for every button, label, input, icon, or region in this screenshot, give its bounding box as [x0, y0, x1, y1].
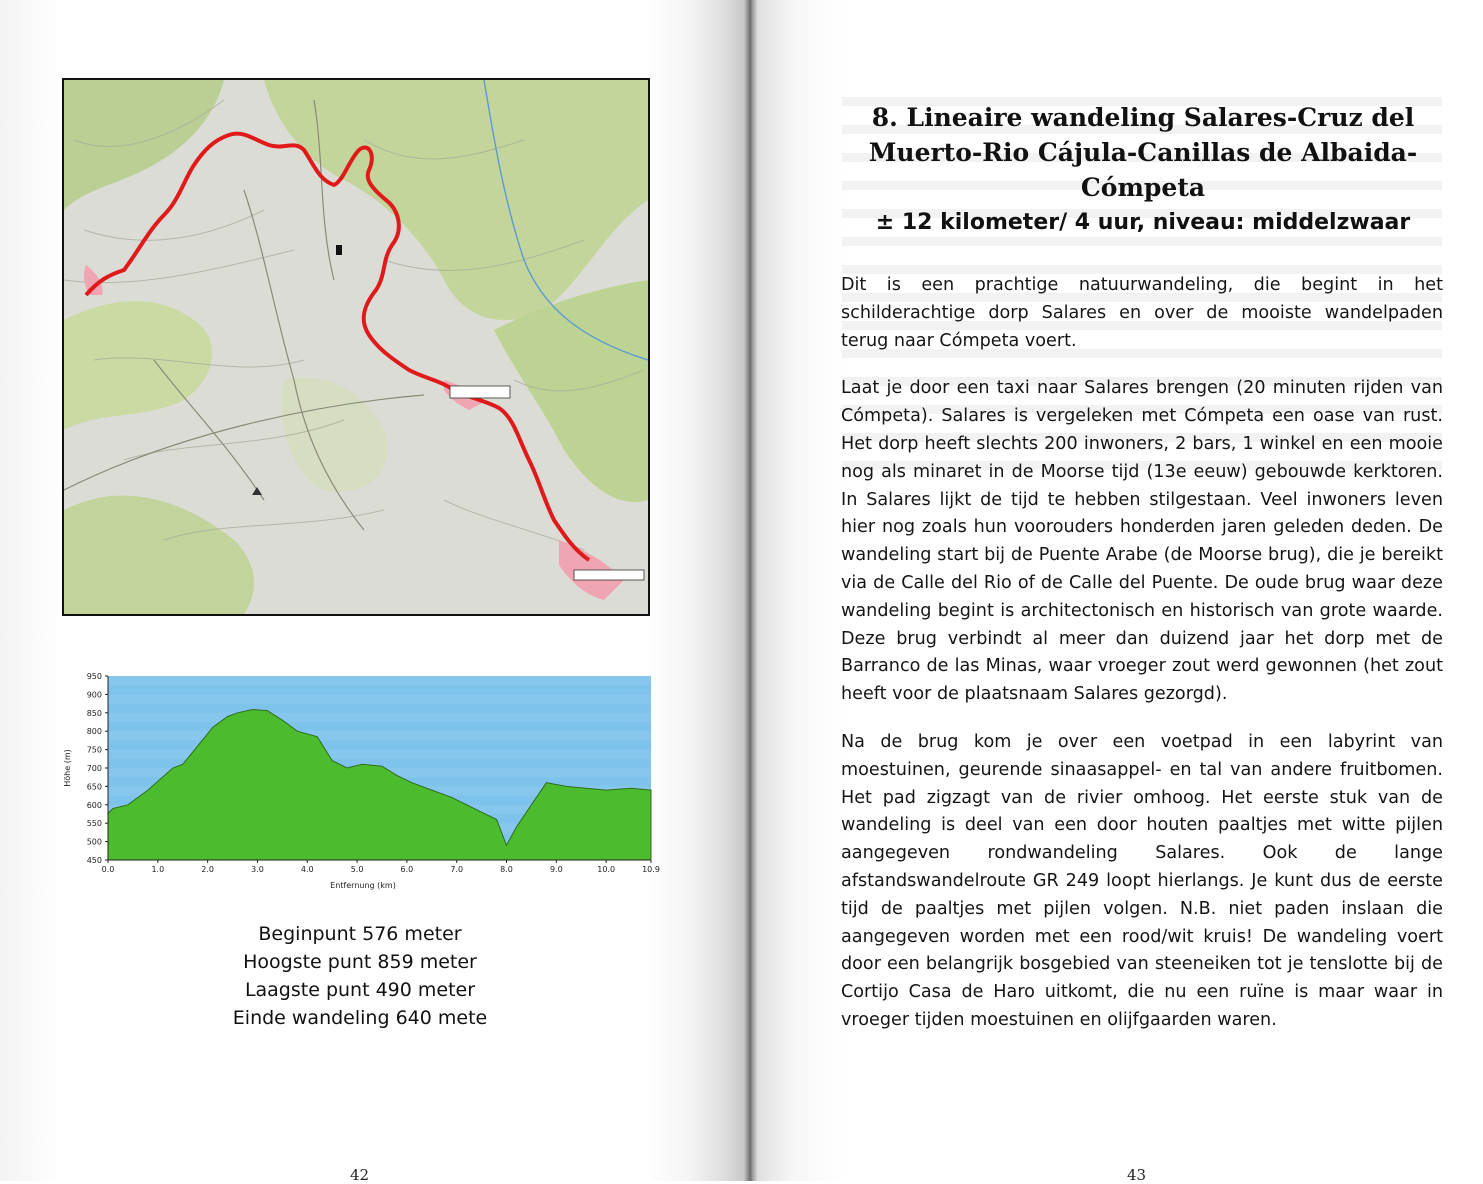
x-tick-label: 7.0	[450, 865, 464, 874]
chart-band	[108, 676, 651, 685]
paragraph: Dit is een prachtige natuurwandeling, die begint in het schilderachtige dorp Salares en over de mooiste wandelpaden terug naar Cómpeta voert.	[841, 275, 1443, 351]
route-map	[62, 78, 650, 616]
paragraph: Laat je door een taxi naar Salares brengen (20 minuten rijden van Cómpeta). Salares is vergeleken met Cómpeta een oase van rust. Het dorp heeft slechts 200 inwoners, 2 bars, 1 winkel en een mooie nog als minaret in de Moorse tijd (13e eeuw) gebouwde kerktoren. In Salares lijkt de tijd te hebben stilgestaan. Veel inwoners leven hier nog zoals hun voorouders honderden jaren geleden deden. De wandeling start bij de Puente Arabe (de Moorse brug), die je bereikt via de Calle del Rio of de Calle del Puente. De oude brug waar deze wandeling begint is architectonisch en historisch van grote waarde. Deze brug verbindt al meer dan duizend jaar het dorp met de Barranco de las Minas, waar vroeger zout werd gewonnen (het zout heeft voor de plaatsnaam Salares gezorgd).	[841, 378, 1443, 705]
stat-highest: Hoogste punt 859 meter	[243, 951, 477, 973]
waypoint-box	[450, 386, 510, 398]
y-tick-label: 650	[86, 782, 102, 792]
chapter-subtitle: ± 12 kilometer/ 4 uur, niveau: middelzwaar	[875, 210, 1411, 235]
y-tick-label: 950	[86, 672, 102, 681]
y-tick-label: 550	[86, 819, 102, 829]
route-stats	[130, 920, 590, 1032]
stat-lowest: Laagste punt 490 meter	[244, 979, 476, 1001]
elevation-chart	[58, 668, 658, 898]
x-tick-label: 10.9	[642, 865, 660, 874]
flag-icon	[336, 245, 342, 255]
chart-band	[108, 713, 651, 722]
y-tick-label: 450	[86, 856, 102, 865]
y-tick-label: 500	[86, 837, 102, 847]
x-tick-label: 2.0	[201, 865, 215, 874]
x-tick-label: 6.0	[400, 865, 414, 874]
page-number-right: 43	[1127, 1166, 1147, 1184]
stat-end: Einde wandeling 640 mete	[232, 1007, 488, 1029]
paragraph: Na de brug kom je over een voetpad in een labyrint van moestuinen, geurende sinaasappel- en tal van andere fruitbomen. Het pad zigzagt van de rivier omhoog. Het eerste stuk van de wandeling is deel van een door houten paaltjes met witte pijlen aangegeven rondwandeling Salares. Ook de lange afstandswandelroute GR 249 loopt hierlangs. Je kunt dus de eerste tijd de paaltjes met pijlen volgen. N.B. niet paden inslaan die aangegeven worden met een rood/wit kruis! De wandeling voert door een belangrijk bosgebied van steeneiken tot je tenslotte bij de Cortijo Casa de Haro uitkomt, die nu een ruïne is maar waar in vroeger tijden moestuinen en olijfgaarden waren.	[841, 731, 1443, 1030]
title-line: Cómpeta	[1080, 173, 1206, 202]
x-tick-label: 4.0	[300, 865, 314, 874]
x-axis-label: Entfernung (km)	[330, 881, 396, 890]
y-tick-label: 750	[86, 745, 102, 755]
x-ticks	[102, 860, 660, 874]
x-tick-label: 9.0	[549, 865, 563, 874]
y-tick-label: 900	[86, 690, 102, 700]
title-line: 8. Lineaire wandeling Salares-Cruz del	[871, 103, 1415, 132]
chart-band	[108, 694, 651, 703]
stat-start: Beginpunt 576 meter	[258, 923, 462, 945]
x-tick-label: 10.0	[597, 865, 616, 874]
body-text	[841, 272, 1443, 1055]
title-line: Muerto-Rio Cájula-Canillas de Albaida-	[868, 138, 1418, 167]
x-tick-label: 3.0	[251, 865, 264, 874]
page-number-left: 42	[350, 1166, 370, 1184]
y-tick-label: 700	[86, 764, 102, 773]
x-tick-label: 0.0	[101, 865, 115, 874]
book-gutter	[744, 0, 758, 1181]
chart-band	[108, 731, 651, 740]
y-ticks	[87, 672, 108, 865]
y-tick-label: 600	[86, 800, 102, 810]
chapter-title	[858, 100, 1428, 205]
x-tick-label: 5.0	[350, 865, 364, 874]
y-tick-label: 800	[86, 727, 102, 737]
x-tick-label: 8.0	[500, 865, 513, 874]
y-axis-label: Höhe (m)	[63, 749, 72, 787]
y-tick-label: 850	[86, 708, 102, 718]
x-tick-label: 1.0	[151, 865, 165, 874]
